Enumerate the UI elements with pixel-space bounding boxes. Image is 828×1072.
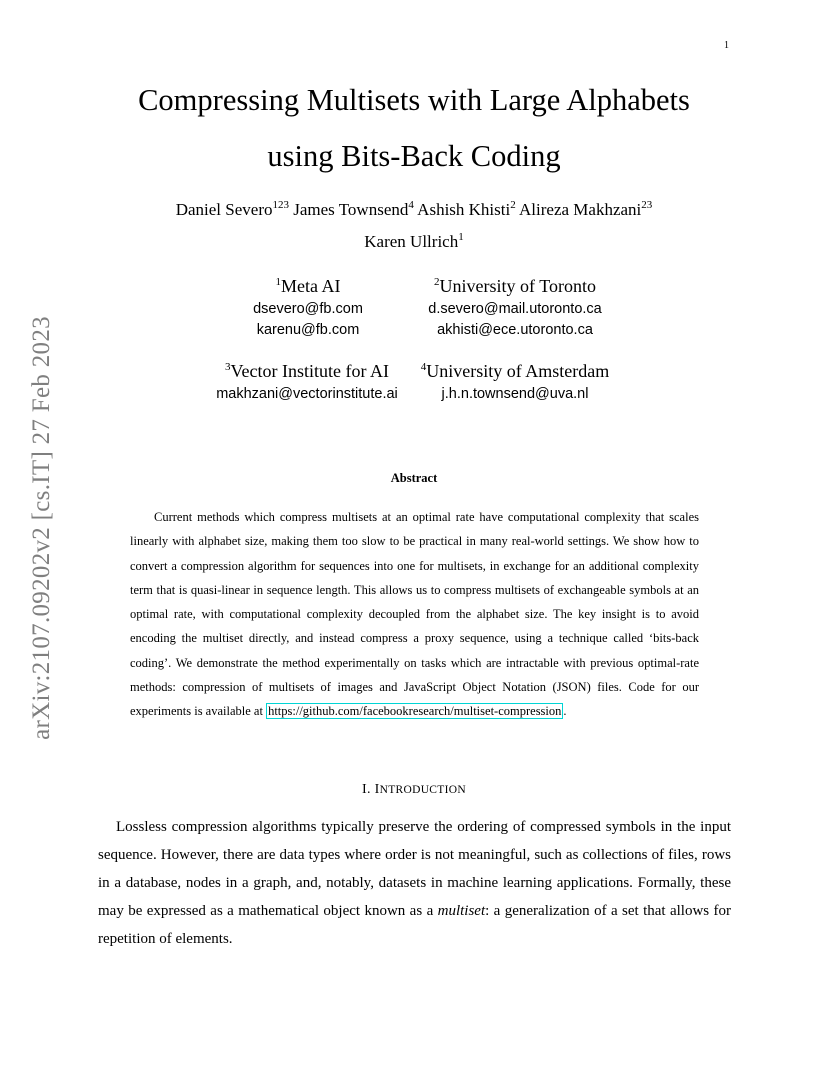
introduction-paragraph [98,813,731,953]
author-name: Ashish Khisti [417,200,511,219]
affiliation-name: University of Amsterdam [426,361,610,381]
page-number: 1 [724,40,729,51]
affiliation-email: d.severo@mail.utoronto.ca [428,301,602,317]
affiliation-mark: 2 [434,276,440,288]
author-affiliation-mark: 2 [510,199,516,211]
affiliation-mark: 1 [275,276,281,288]
author-name: Daniel Severo [175,200,273,219]
affiliation-mark: 4 [420,361,427,373]
author-affiliation-mark: 1 [458,231,464,243]
affiliation-email: dsevero@fb.com [253,301,363,317]
paper-title [0,72,828,184]
abstract-heading: Abstract [390,471,438,485]
affiliation-email: akhisti@ece.utoronto.ca [437,322,593,338]
abstract-text [130,505,699,724]
affiliation-block [194,358,420,405]
code-repository-link[interactable]: https://github.com/facebookresearch/multiset-compression [268,704,562,719]
affiliation-block [208,273,408,341]
affiliation-block [405,273,625,341]
affiliation-name: Vector Institute for AI [230,361,389,381]
author-list [0,194,828,258]
intro-text-end: : a generalization of a set that allows for repetition of elements. [98,903,731,947]
affiliation-email: makhzani@vectorinstitute.ai [216,386,398,402]
section-numeral: I. [362,782,371,797]
intro-emphasis-multiset: multiset [437,903,486,919]
affiliation-email: karenu@fb.com [256,322,360,338]
author-name: Karen Ullrich [364,232,459,251]
title-line-2: using Bits-Back Coding [267,139,561,173]
author-name: Alireza Makhzani [519,200,642,219]
author-affiliation-mark: 23 [641,199,653,211]
section-title-initial: I [374,782,380,797]
affiliation-name: Meta AI [281,276,341,296]
affiliation-block [405,358,625,405]
abstract-end: . [563,704,567,719]
title-line-1: Compressing Multisets with Large Alphabets [138,83,690,117]
arxiv-identifier-stamp: arXiv:2107.09202v2 [cs.IT] 27 Feb 2023 [28,316,55,740]
abstract-paragraph: Current methods which compress multisets at an optimal rate have computational complexity that scales linearly with alphabet size, making them too slow to be practical in many real-world settings. We show how to convert a compression algorithm for sequences into one for multisets, in exchange for an additional complexity term that is quasi-linear in sequence length. This allows us to compress multisets of exchangeable symbols at an optimal rate, with computational complexity decoupled from the alphabet size. The key insight is to avoid encoding the multiset directly, and instead compress a proxy sequence, using a technique called ‘bits-back coding’. We demonstrate the method experimentally on tasks which are intractable with previous optimal-rate methods: compression of multisets of images and JavaScript Object Notation (JSON) files. Code for our experiments is available at [130,510,699,719]
author-affiliation-mark: 123 [272,199,289,211]
author-affiliation-mark: 4 [408,199,414,211]
affiliation-mark: 3 [225,361,231,373]
author-line-2 [0,226,828,258]
affiliation-name: University of Toronto [439,276,596,296]
author-line-1 [0,194,828,226]
affiliation-email: j.h.n.townsend@uva.nl [441,386,589,402]
section-title-rest: NTRODUCTION [379,784,466,796]
intro-text: Lossless compression algorithms typically preserve the ordering of compressed symbols in the input sequence. However, there are data types where order is not meaningful, such as collections of files, rows in a database, nodes in a graph, and, notably, datasets in machine learning applications. Formally, these may be expressed as a mathematical object known as a [98,819,731,919]
section-heading-introduction [0,782,828,798]
author-name: James Townsend [293,200,409,219]
